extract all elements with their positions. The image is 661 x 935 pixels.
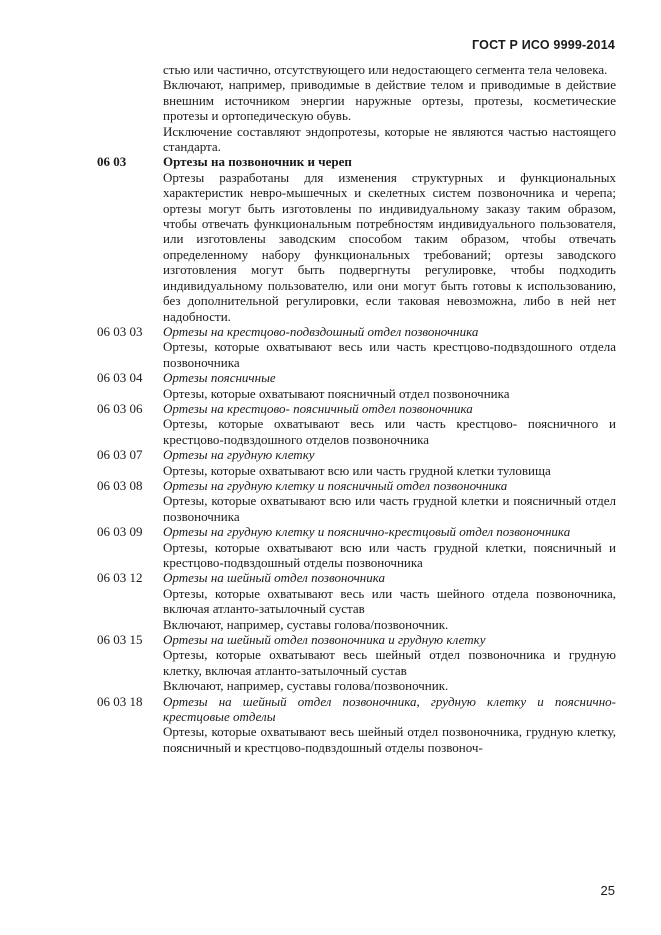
- entry-code-spacer: [97, 617, 163, 632]
- entry-code-spacer: [97, 586, 163, 617]
- entry-code: 06 03 06: [97, 400, 143, 416]
- entry-paragraph-row: [97, 678, 616, 693]
- entry-description: Ортезы, которые охватывают весь или часть шейного отдела позвоночника, включая атланто-затылочный сустав: [163, 585, 616, 617]
- entry-description: Ортезы разработаны для изменения структурных и функциональных характеристик невро-мышечных и скелетных систем позвоночника и черепа; ортезы могут быть изготовлены по индивидуальному заказу таким образом, чтобы отвечать функциональным потребностям индивидуального пользователя, или изготовлены заводским способом таким образом, чтобы отвечать определенному набору функциональных требований; ортезы заводского изготовления могут быть подвергнуты регулировке, чтобы подходить индивидуальному пользователю, или они могут быть готовы к использованию, без дополнительной регулировки, если таковая невозможна, либо в ней нет надобности.: [163, 169, 616, 324]
- entry-code-spacer: [97, 678, 163, 693]
- entry-title: Ортезы на шейный отдел позвоночника и грудную клетку: [163, 632, 486, 648]
- entry-code-spacer: [97, 386, 163, 401]
- document-body: [97, 62, 616, 755]
- intro-paragraph: стью или частично, отсутствующего или недостающего сегмента тела человека.: [163, 62, 608, 77]
- entry-title: Ортезы на грудную клетку и пояснично-крестцовый отдел позвоночника: [163, 524, 571, 540]
- entry-title-row: [97, 524, 616, 539]
- entry-paragraph-row: [97, 493, 616, 524]
- entry-description: Ортезы, которые охватывают всю или часть грудной клетки, поясничный и крестцово-подвздошный отделы позвоночника: [163, 539, 616, 570]
- intro-paragraph: Включают, например, приводимые в действие телом и приводимые в действие внешним источником энергии наружные ортезы, протезы, косметические протезы и ортопедическую обувь.: [163, 77, 616, 124]
- intro-block: [97, 62, 616, 154]
- entry-description: Включают, например, суставы голова/позвоночник.: [163, 616, 449, 632]
- classification-entries: [97, 154, 616, 755]
- entry-code-spacer: [97, 647, 163, 678]
- entry-code-spacer: [97, 724, 163, 755]
- intro-code-spacer: [97, 62, 163, 154]
- entry-title-row: [97, 154, 616, 169]
- entry-code: 06 03 07: [97, 447, 143, 463]
- entry-code-spacer: [97, 463, 163, 478]
- entry-code-spacer: [97, 416, 163, 447]
- entry-description: Включают, например, суставы голова/позвоночник.: [163, 678, 449, 694]
- entry-paragraph-row: [97, 647, 616, 678]
- entry-description: Ортезы, которые охватывают всю или часть грудной клетки и поясничный отдел позвоночника: [163, 493, 616, 524]
- entry-title-row: [97, 447, 616, 462]
- entry-paragraph-row: [97, 724, 616, 755]
- entry-code: 06 03 08: [97, 477, 143, 493]
- entry-title: Ортезы поясничные: [163, 370, 276, 386]
- entry-title-row: [97, 570, 616, 585]
- entry-code-spacer: [97, 339, 163, 370]
- entry-title: Ортезы на грудную клетку: [163, 447, 315, 463]
- entry-title: Ортезы на грудную клетку и поясничный отдел позвоночника: [163, 477, 508, 493]
- entry-description: Ортезы, которые охватывают всю или часть грудной клетки туловища: [163, 462, 551, 478]
- page-number: 25: [600, 883, 615, 898]
- entry-code-spacer: [97, 493, 163, 524]
- entry-description: Ортезы, которые охватывают весь или часть крестцово-подвздошного отдела позвоночника: [163, 339, 616, 370]
- entry-paragraph-row: [97, 463, 616, 478]
- entry-code-spacer: [97, 170, 163, 324]
- entry-title: Ортезы на крестцово-подвздошный отдел позвоночника: [163, 323, 479, 339]
- entry-paragraph-row: [97, 386, 616, 401]
- entry-title-row: [97, 632, 616, 647]
- entry-code: 06 03 12: [97, 570, 143, 586]
- entry-description: Ортезы, которые охватывают весь шейный отдел позвоночника, грудную клетку, поясничный и крестцово-подвздошный отделы позвоноч-: [163, 724, 616, 755]
- entry-description: Ортезы, которые охватывают поясничный отдел позвоночника: [163, 385, 510, 401]
- entry-title: Ортезы на позвоночник и череп: [163, 154, 352, 170]
- entry-code: 06 03 09: [97, 524, 143, 540]
- entry-paragraph-row: [97, 586, 616, 617]
- entry-paragraph-row: [97, 170, 616, 324]
- entry-title: Ортезы на шейный отдел позвоночника, грудную клетку и пояснично-крестцовые отделы: [163, 693, 616, 725]
- entry-code: 06 03 18: [97, 693, 143, 709]
- entry-paragraph-row: [97, 617, 616, 632]
- entry-title: Ортезы на шейный отдел позвоночника: [163, 570, 385, 586]
- entry-paragraph-row: [97, 540, 616, 571]
- entry-code: 06 03 03: [97, 323, 143, 339]
- entry-paragraph-row: [97, 416, 616, 447]
- entry-title: Ортезы на крестцово- поясничный отдел позвоночника: [163, 400, 473, 416]
- document-header-standard: ГОСТ Р ИСО 9999-2014: [472, 38, 615, 52]
- entry-code: 06 03 15: [97, 632, 143, 648]
- entry-title-row: [97, 478, 616, 493]
- entry-code-spacer: [97, 540, 163, 571]
- entry-description: Ортезы, которые охватывают весь или часть крестцово- поясничного и крестцово-подвздошного отделов позвоночника: [163, 416, 616, 447]
- entry-paragraph-row: [97, 339, 616, 370]
- entry-title-row: [97, 370, 616, 385]
- entry-title-row: [97, 694, 616, 725]
- entry-title-row: [97, 324, 616, 339]
- intro-paragraph: Исключение составляют эндопротезы, которые не являются частью настоящего стандарта.: [163, 123, 616, 155]
- entry-description: Ортезы, которые охватывают весь шейный отдел позвоночника и грудную клетку, включая атланто-затылочный сустав: [163, 647, 616, 678]
- entry-code: 06 03 04: [97, 370, 143, 386]
- entry-code: 06 03: [97, 154, 127, 170]
- entry-title-row: [97, 401, 616, 416]
